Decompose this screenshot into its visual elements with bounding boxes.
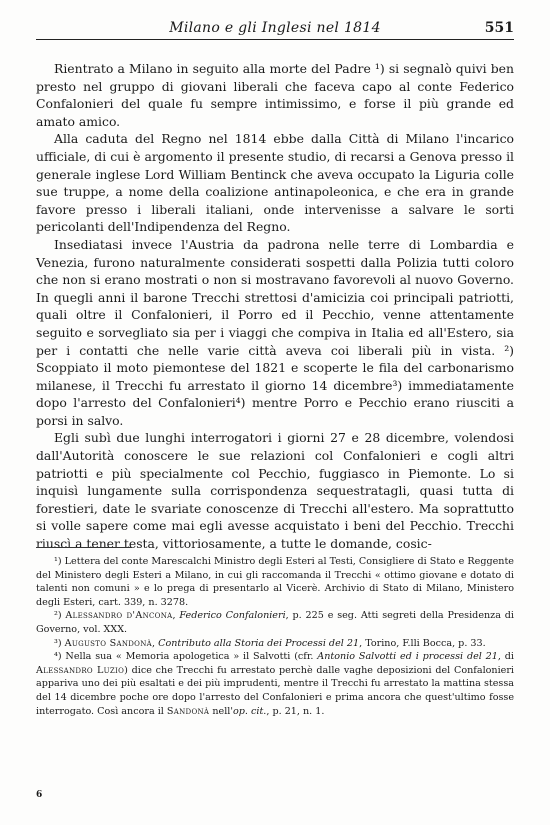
running-header [36, 18, 514, 40]
footnote-4-text-b: , di [497, 651, 514, 663]
footnote-2-marker: ²) [54, 610, 66, 622]
footnote-2-author: Alessandro d'Ancona [65, 610, 173, 622]
page-number: 551 [484, 20, 514, 36]
paragraph-1: Rientrato a Milano in seguito alla morte del Padre ¹) si segnalò quivi ben presto nel gruppo di giovani liberali che faceva capo al conte Federico Confalonieri del quale fu sempre intimissimo, e forse il più grande ed amato amico. [36, 61, 514, 129]
main-text [36, 60, 514, 553]
footnote-4-title: Antonio Salvotti ed i processi del 21 [317, 651, 498, 663]
footnote-2 [36, 609, 514, 636]
footnote-4 [36, 650, 514, 718]
footnote-2-title: Federico Confalonieri [179, 610, 286, 622]
footnote-3-sep: , [152, 637, 159, 649]
footnote-4-text-a: ⁴) Nella sua « Memoria apologetica » il Salvotti (cfr. [54, 651, 318, 663]
footnote-4-text-d: nell' [209, 705, 233, 717]
footnote-3-author: Augusto Sandonà [64, 637, 152, 649]
footnote-4-text-c: ) dice che Trecchi fu arrestato perchè dalle vaghe deposizioni del Confalonieri appariva uno dei più esaltati e dei più imprudenti, mentre il Trecchi fu arrestato la mattina stessa del 14 dicembre poche ore dopo l'arresto del Confalonieri e prima ancora che quest'ultimo fosse interrogato. Così ancora il [36, 664, 514, 717]
footnote-4-author: Alessandro Luzio [36, 664, 125, 676]
paragraph-3: Insediatasi invece l'Austria da padrona nelle terre di Lombardia e Venezia, furono naturalmente considerati sospetti dalla Polizia tutti coloro che non si erano mostrati o non si mostravano favorevoli al nuovo Governo. In quegli anni il barone Trecchi strettosi d'amicizia coi principali patriotti, quali oltre il Confalonieri, il Porro ed il Pecchio, venne attentamente seguito e sorvegliato sia per i viaggi che compiva in Italia ed all'Estero, sia per i contatti che nelle varie città aveva coi liberali più in vista. ²) Scoppiato il moto piemontese del 1821 e scoperte le fila del carbonarismo milanese, il Trecchi fu arrestato il giorno 14 dicembre³) immediatamente dopo l'arresto del Confalonieri⁴) mentre Porro e Pecchio erano riusciti a porsi in salvo. [36, 236, 514, 428]
paragraph-2: Alla caduta del Regno nel 1814 ebbe dalla Città di Milano l'incarico ufficiale, di cui è argomento il presente studio, di recarsi a Genova presso il generale inglese Lord William Bentinck che aveva occupato la Liguria colle sue truppe, a nome della coalizione antinapoleonica, e che era in grande favore presso i liberali italiani, onde intervenisse a salvare le sorti pericolanti dell'Indipendenza del Regno. [36, 131, 514, 235]
footnotes [36, 555, 514, 718]
paragraph-4: Egli subì due lunghi interrogatori i giorni 27 e 28 dicembre, volendosi dall'Autorità conoscere le sue relazioni col Confalonieri e cogli altri patriotti e più specialmente col Pecchio, fuggiasco in Piemonte. Lo si inquisì lungamente sulla corrispondenza sequestratagli, quasi tutta di forestieri, date le svariate conoscenze di Trecchi all'estero. Ma soprattutto si volle sapere come mai egli avesse acquistato i beni del Pecchio. Trecchi riuscì a tener testa, vittoriosamente, a tutte le domande, cosic- [36, 430, 514, 552]
footnote-3 [36, 637, 514, 651]
footnote-3-title: Contributo alla Storia dei Processi del 21 [158, 637, 360, 649]
running-title: Milano e gli Inglesi nel 1814 [169, 20, 381, 36]
footnote-4-cit: op. cit. [232, 705, 267, 717]
footnote-4-text-e: , p. 21, n. 1. [266, 705, 325, 717]
footnote-3-marker: ³) [54, 637, 65, 649]
footnote-4-author-2: Sandonà [166, 705, 210, 717]
footnote-2-rest: , p. 225 e seg. Atti segreti della Presidenza di Governo, vol. XXX. [36, 610, 514, 635]
printer-signature: 6 [36, 790, 43, 800]
footnote-separator [36, 547, 132, 548]
header-rule [36, 39, 514, 40]
footnote-2-sep: , [172, 610, 180, 622]
footnote-1: ¹) Lettera del conte Marescalchi Ministro degli Esteri al Testi, Consigliere di Stato e Reggente del Ministero degli Esteri a Milano, in cui gli raccomanda il Trecchi « ottimo giovane e dotato di talenti non comuni » e lo prega di presentarlo al Vicerè. Archivio di Stato di Milano, Ministero degli Esteri, cart. 339, n. 3278. [36, 556, 514, 608]
footnote-3-rest: , Torino, F.lli Bocca, p. 33. [359, 637, 486, 649]
